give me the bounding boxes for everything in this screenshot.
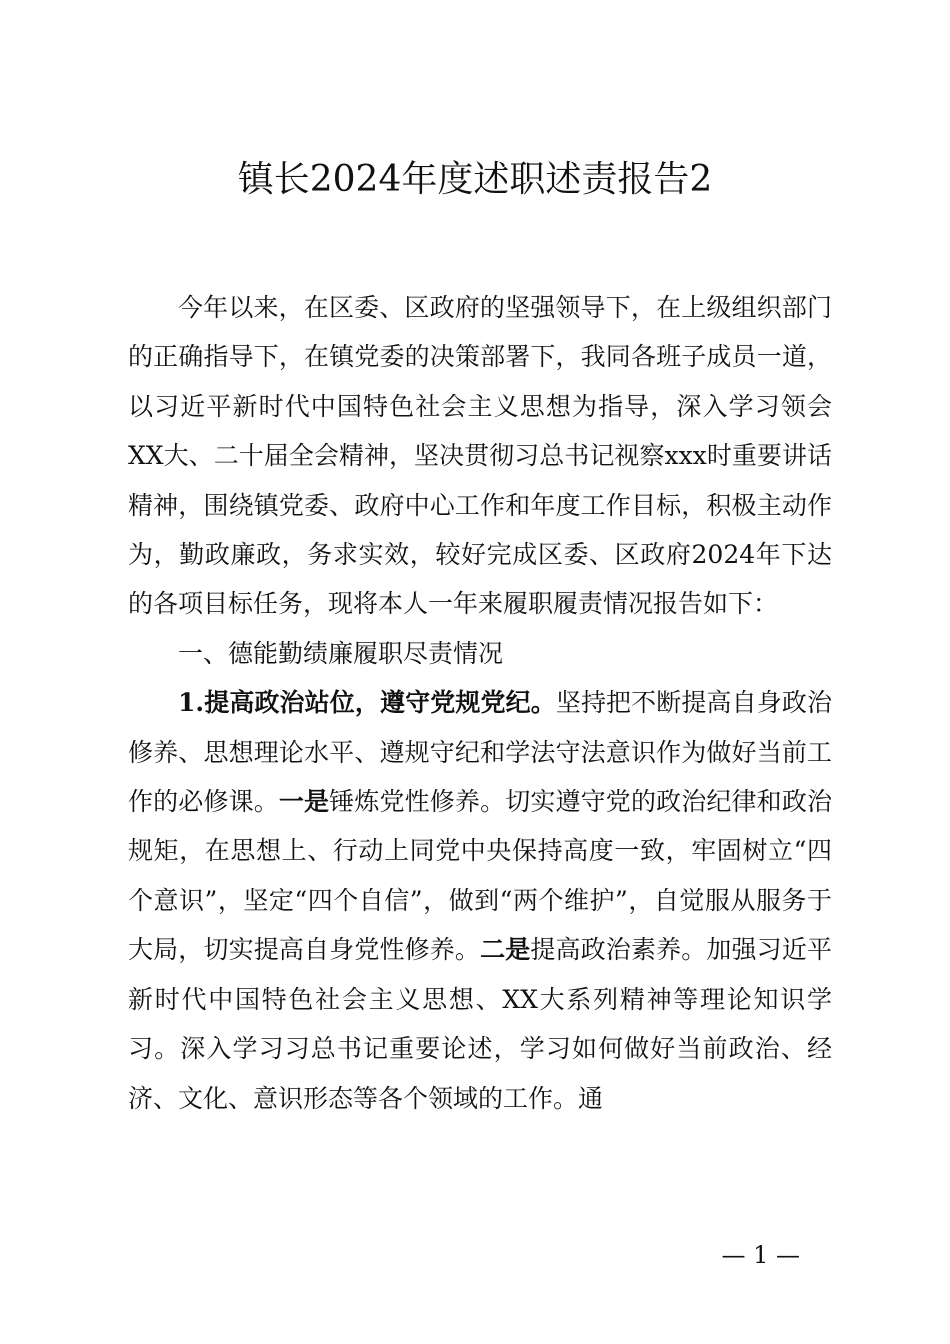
item1-marker2: 二是	[480, 935, 531, 965]
item1-marker1: 一是	[278, 787, 330, 817]
section-heading: 一、德能勤绩廉履职尽责情况	[178, 638, 504, 668]
item1-text3: 提高政治素养。加强习近平新时代中国特色社会主义思想、XX大系列精神等理论知识学习。深入学习习总书记重要论述，学习如何做好当前政治、经济、文化、意识形态等各个领域的工作。通	[128, 935, 832, 1113]
page-number: — 1 —	[721, 1241, 800, 1269]
document-title: 镇长2024年度述职述责报告2	[237, 159, 713, 200]
intro-paragraph: 今年以来，在区委、区政府的坚强领导下，在上级组织部门的正确指导下，在镇党委的决策部署下，我同各班子成员一道，以习近平新时代中国特色社会主义思想为指导，深入学习领会XX大、二十届全会精神，坚决贯彻习总书记视察xxx时重要讲话精神，围绕镇党委、政府中心工作和年度工作目标，积极主动作为，勤政廉政，务求实效，较好完成区委、区政府2024年下达的各项目标任务，现将本人一年来履职履责情况报告如下：	[128, 293, 832, 619]
item1-text1: 坚持把不断提高自身政治修养、思想理论水平、遵规守纪和学法守法意识作为做好当前工作的必修课。	[128, 688, 832, 817]
document-body	[128, 283, 832, 1123]
item1-text2: 锤炼党性修养。切实遵守党的政治纪律和政治规矩，在思想上、行动上同党中央保持高度一致，牢固树立“四个意识”，坚定“四个自信”，做到“两个维护”，自觉服从服务于大局，切实提高自身党性修养。	[128, 787, 832, 965]
item1-heading: 1.提高政治站位，遵守党规党纪。	[178, 688, 556, 718]
item1-paragraph	[128, 678, 832, 1123]
page-number-footer	[0, 1240, 950, 1270]
